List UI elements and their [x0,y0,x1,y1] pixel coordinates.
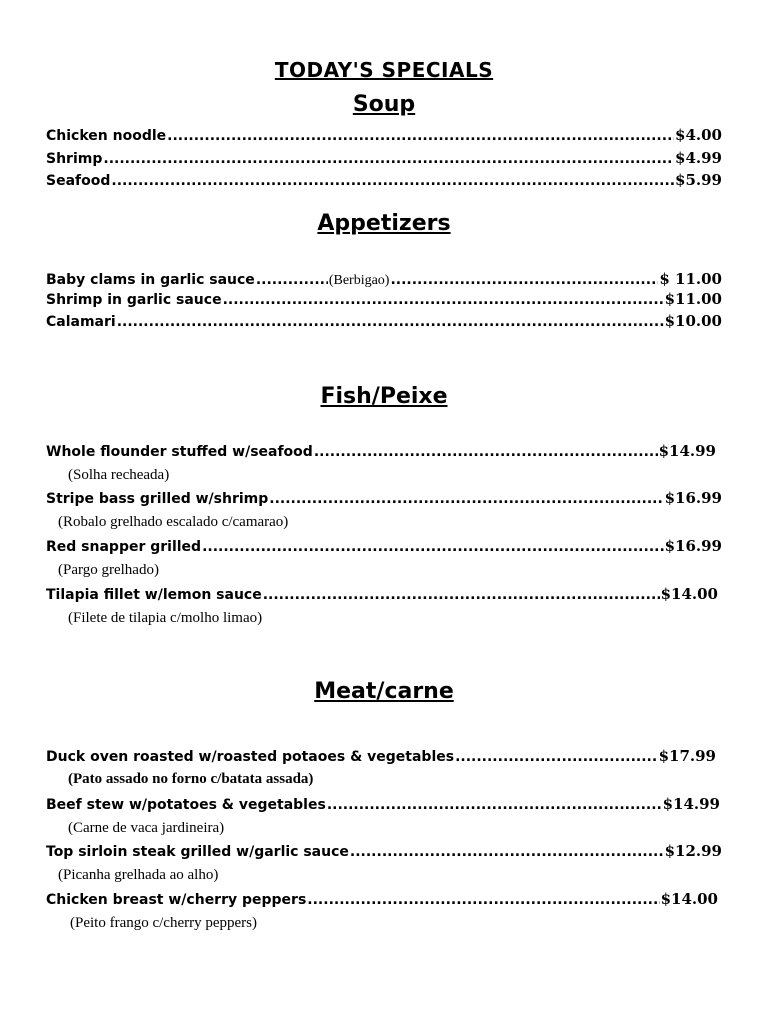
item-price: $16.99 [664,489,722,507]
leader-dots [103,150,674,168]
leader-dots [314,443,658,461]
item-price: $5.99 [675,171,722,189]
item-name: Top sirloin steak grilled w/garlic sauce [46,844,349,860]
item-price: $12.99 [664,842,722,860]
item-translation: (Solha recheada) [68,467,170,483]
section-heading-meat: Meat/carne [314,679,454,704]
leader-dots [269,490,663,508]
leader-dots [111,172,674,190]
item-translation: (Filete de tilapia c/molho limao) [68,610,263,626]
item-price: $4.00 [675,126,722,144]
menu-item [46,795,720,814]
section-heading-appetizers: Appetizers [317,211,451,236]
leader-dots [223,291,664,309]
item-note: (Berbigao) [328,273,390,288]
item-name: Shrimp [46,151,103,167]
menu-item [46,537,722,556]
leader-dots [350,843,664,861]
item-name: Calamari [46,314,116,330]
item-name: Red snapper grilled [46,539,202,555]
item-name: Duck oven roasted w/roasted potaoes & vegetables [46,749,455,765]
item-price: $16.99 [664,537,722,555]
item-translation: (Peito frango c/cherry peppers) [70,915,258,931]
item-price: $14.00 [660,890,718,908]
item-translation: (Robalo grelhado escalado c/camarao) [58,514,289,530]
menu-item [46,442,716,461]
leader-dots [117,313,664,331]
item-name: Chicken breast w/cherry peppers [46,892,307,908]
item-price: $10.00 [664,312,722,330]
leader-dots [256,271,328,289]
menu-item [46,585,718,604]
menu-item [46,290,722,309]
item-translation: (Carne de vaca jardineira) [68,820,225,836]
menu-item [46,489,722,508]
item-translation: (Pato assado no forno c/batata assada) [68,771,314,787]
item-name: Stripe bass grilled w/shrimp [46,491,269,507]
menu-item [46,126,722,145]
menu-item [46,312,722,331]
leader-dots [390,271,658,289]
menu-item [46,890,718,909]
item-price: $14.99 [658,442,716,460]
item-name: Seafood [46,173,111,189]
leader-dots [167,127,674,145]
leader-dots [307,891,659,909]
item-name: Beef stew w/potatoes & vegetables [46,797,326,813]
item-price: $4.99 [675,149,722,167]
item-name: Chicken noodle [46,128,167,144]
item-name: Whole flounder stuffed w/seafood [46,444,313,460]
section-heading-soup: Soup [352,92,416,117]
item-name: Shrimp in garlic sauce [46,292,222,308]
leader-dots [327,796,662,814]
menu-item [46,171,722,190]
leader-dots [455,748,658,766]
item-price: $14.00 [660,585,718,603]
leader-dots [202,538,664,556]
item-name: Baby clams in garlic sauce [46,272,255,288]
item-price: $ 11.00 [659,270,722,288]
menu-item [46,747,716,766]
leader-dots [263,586,660,604]
item-name: Tilapia fillet w/lemon sauce [46,587,262,603]
item-translation: (Picanha grelhada ao alho) [58,867,219,883]
menu-item [46,270,722,290]
menu-item [46,842,722,861]
item-price: $17.99 [658,747,716,765]
section-heading-fish: Fish/Peixe [320,384,448,409]
page-title: TODAY'S SPECIALS [274,58,494,82]
item-translation: (Pargo grelhado) [58,562,159,578]
menu-item [46,149,722,168]
item-price: $11.00 [664,290,722,308]
item-price: $14.99 [662,795,720,813]
